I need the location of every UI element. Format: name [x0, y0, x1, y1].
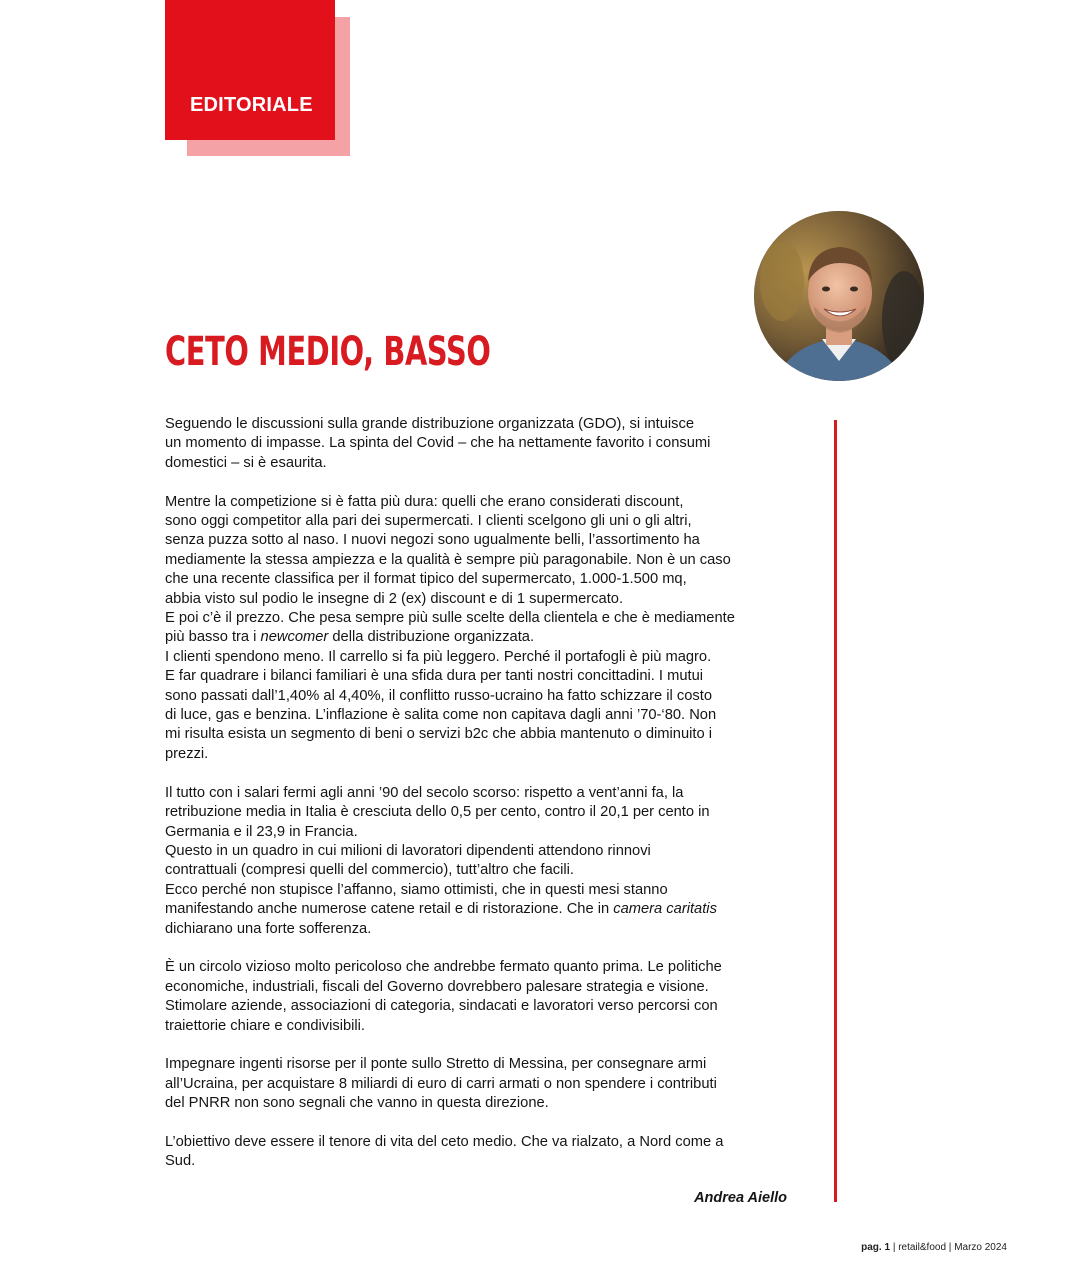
text-line: E poi c’è il prezzo. Che pesa sempre più sulle scelte della clientela e che è mediamente: [165, 610, 735, 627]
author-portrait: [754, 211, 924, 381]
text-line: E far quadrare i bilanci familiari è una sfida dura per tanti nostri concittadini. I mutui: [165, 668, 703, 685]
section-label: EDITORIALE: [190, 94, 313, 116]
author-signature: Andrea Aiello: [694, 1190, 787, 1206]
article-paragraph: [165, 415, 795, 473]
text-line: Sud.: [165, 1153, 196, 1170]
text-line: prezzi.: [165, 745, 209, 762]
text-line: traiettorie chiare e condivisibili.: [165, 1017, 366, 1034]
article-paragraph: [165, 958, 795, 1036]
vertical-divider: [834, 420, 837, 1202]
text-line: Germania e il 23,9 in Francia.: [165, 823, 358, 840]
text-line: [165, 900, 795, 919]
text-line: I clienti spendono meno. Il carrello si fa più leggero. Perché il portafogli è più magro.: [165, 648, 712, 665]
text-line: abbia visto sul podio le insegne di 2 (ex) discount e di 1 supermercato.: [165, 590, 624, 607]
text-line: di luce, gas e benzina. L’inflazione è salita come non capitava dagli anni ’70-‘80. Non: [165, 707, 717, 724]
text-line: contrattuali (compresi quelli del commercio), tutt’altro che facili.: [165, 862, 574, 879]
text-line: domestici – si è esaurita.: [165, 454, 327, 471]
text-line: sono oggi competitor alla pari dei supermercati. I clienti scelgono gli uni o gli altri,: [165, 513, 692, 530]
text-line: che una recente classifica per il format tipico del supermercato, 1.000-1.500 mq,: [165, 571, 687, 588]
page-number: pag. 1: [861, 1242, 891, 1253]
article-paragraph: [165, 1055, 795, 1113]
text-line: Il tutto con i salari fermi agli anni ’90 del secolo scorso: rispetto a vent’anni fa, la: [165, 784, 684, 801]
headline: CETO MEDIO, BASSO: [165, 329, 491, 375]
text-line: Mentre la competizione si è fatta più dura: quelli che erano considerati discount,: [165, 493, 684, 510]
page-footer: [861, 1242, 1007, 1253]
text-line: mi risulta esista un segmento di beni o servizi b2c che abbia mantenuto o diminuito i: [165, 726, 712, 743]
text-line: L’obiettivo deve essere il tenore di vita del ceto medio. Che va rialzato, a Nord come a: [165, 1133, 724, 1150]
article-paragraph: [165, 493, 795, 765]
text-line: del PNRR non sono segnali che vanno in questa direzione.: [165, 1095, 549, 1112]
portrait-illustration: [754, 211, 924, 381]
text-fragment: più basso tra i: [165, 629, 261, 646]
text-line: economiche, industriali, fiscali del Governo dovrebbero palesare strategia e visione.: [165, 978, 709, 995]
text-line: sono passati dall’1,40% al 4,40%, il conflitto russo-ucraino ha fatto schizzare il costo: [165, 687, 712, 704]
magazine-name: retail&food: [898, 1242, 947, 1253]
footer-separator: |: [892, 1242, 896, 1253]
article-paragraph: [165, 1133, 795, 1172]
footer-separator: |: [948, 1242, 952, 1253]
text-line: [165, 628, 795, 647]
text-line: Impegnare ingenti risorse per il ponte sullo Stretto di Messina, per consegnare armi: [165, 1056, 707, 1073]
emphasis-newcomer: newcomer: [260, 629, 329, 646]
text-line: senza puzza sotto al naso. I nuovi negozi sono ugualmente belli, l’assortimento ha: [165, 532, 700, 549]
text-fragment: della distribuzione organizzata.: [328, 629, 535, 646]
text-line: un momento di impasse. La spinta del Covid – che ha nettamente favorito i consumi: [165, 435, 711, 452]
section-tag: [165, 0, 335, 140]
text-line: all’Ucraina, per acquistare 8 miliardi di euro di carri armati o non spendere i contributi: [165, 1075, 717, 1092]
text-line: retribuzione media in Italia è cresciuta dello 0,5 per cento, contro il 20,1 per cento in: [165, 804, 710, 821]
text-fragment: manifestando anche numerose catene retail e di ristorazione. Che in: [165, 901, 610, 918]
text-line: Ecco perché non stupisce l’affanno, siamo ottimisti, che in questi mesi stanno: [165, 881, 668, 898]
article-body: [165, 415, 795, 1191]
article-paragraph: [165, 784, 795, 939]
text-line: Stimolare aziende, associazioni di categoria, sindacati e lavoratori verso percorsi con: [165, 998, 718, 1015]
emphasis-camera-caritatis: camera caritatis: [613, 901, 717, 918]
text-line: Seguendo le discussioni sulla grande distribuzione organizzata (GDO), si intuisce: [165, 416, 695, 432]
text-line: mediamente la stessa ampiezza e la qualità è sempre più paragonabile. Non è un caso: [165, 551, 731, 568]
text-line: È un circolo vizioso molto pericoloso che andrebbe fermato quanto prima. Le politiche: [165, 959, 722, 976]
text-line: dichiarano una forte sofferenza.: [165, 920, 372, 937]
issue-date: Marzo 2024: [954, 1242, 1007, 1253]
text-line: Questo in un quadro in cui milioni di lavoratori dipendenti attendono rinnovi: [165, 842, 651, 859]
